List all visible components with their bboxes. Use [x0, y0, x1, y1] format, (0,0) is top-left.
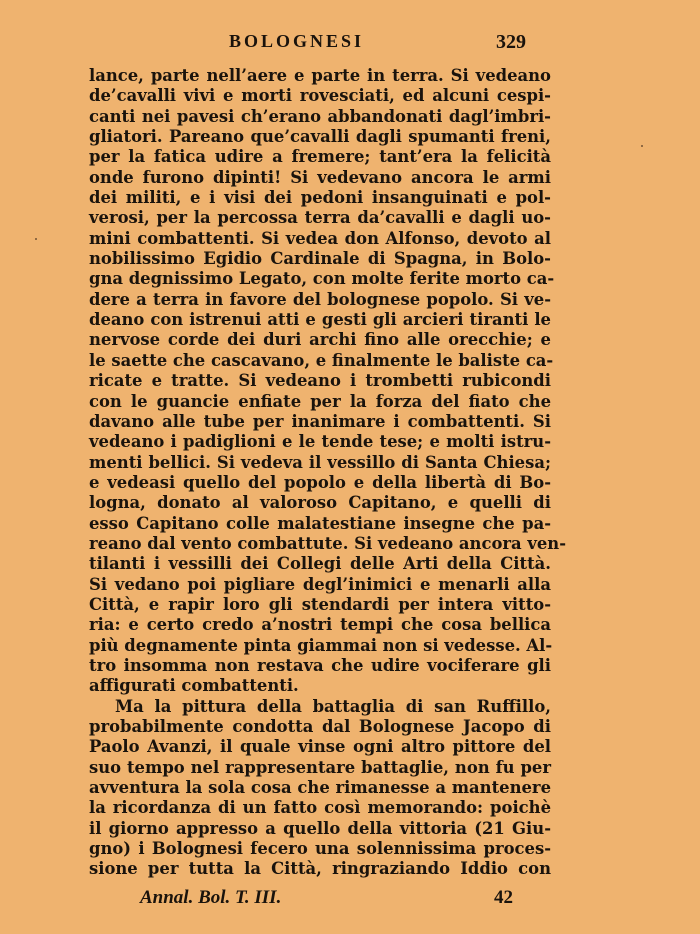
text-line: verosi, per la percossa terra da’cavalli e dagli uo- [89, 208, 551, 228]
text-line: vedeano i padiglioni e le tende tese; e molti istru- [89, 432, 551, 452]
text-line: Città, e rapir loro gli stendardi per intera vitto- [89, 594, 551, 614]
text-line: probabilmente condotta dal Bolognese Jacopo di [89, 717, 551, 736]
text-line: e vedeasi quello del popolo e della libertà di Bo- [89, 472, 551, 492]
page-number: 329 [496, 31, 526, 53]
body-text [89, 66, 567, 880]
text-line: le saette che cascavano, e finalmente le baliste ca- [89, 350, 554, 370]
text-line: tilanti i vessilli dei Collegi delle Arti della Città. [89, 554, 551, 574]
text-line: suo tempo nel rappresentare battaglie, non fu per [89, 757, 551, 777]
text-line: nobilissimo Egidio Cardinale di Spagna, in Bolo- [89, 249, 551, 269]
text-line: gna degnissimo Legato, con molte ferite morto ca- [89, 269, 555, 289]
paragraph-1 [89, 66, 567, 697]
text-line: Paolo Avanzi, il quale vinse ogni altro pittore del [89, 737, 551, 757]
text-line: esso Capitano colle malatestiane insegne che pa- [89, 513, 551, 533]
text-line: con le guancie enfiate per la forza del fiato che [89, 391, 551, 411]
text-line: de’cavalli vivi e morti rovesciati, ed alcuni cespi- [89, 86, 551, 106]
text-line: nervose corde dei duri archi fino alle orecchie; e [89, 330, 551, 350]
text-line: logna, donato al valoroso Capitano, e quelli di [89, 493, 551, 513]
text-line: tro insomma non restava che udire vociferare gli [89, 655, 551, 675]
text-line: reano dal vento combattute. Si vedeano ancora ven- [89, 533, 567, 553]
paper-speck [641, 145, 643, 147]
text-line: la ricordanza di un fatto così memorando: poichè [89, 798, 551, 818]
text-line: lance, parte nell’aere e parte in terra. Si vedeano [89, 66, 551, 85]
text-line: avventura la sola cosa che rimanesse a mantenere [89, 778, 551, 798]
text-line: per la fatica udire a fremere; tant’era la felicità [89, 147, 551, 167]
text-line: il giorno appresso a quello della vittoria (21 Giu- [89, 818, 551, 838]
text-line: menti bellici. Si vedeva il vessillo di Santa Chiesa; [89, 452, 551, 472]
paragraph-2 [89, 697, 551, 880]
text-line: Ma la pittura della battaglia di san Ruffillo, [115, 696, 551, 716]
footer-signature-number: 42 [494, 887, 513, 908]
text-line: mini combattenti. Si vedea don Alfonso, devoto al [89, 228, 551, 248]
text-line: Si vedano poi pigliare degl’inimici e menarli alla [89, 574, 551, 594]
text-line: gno) i Bolognesi fecero una solennissima proces- [89, 839, 551, 859]
text-line: ricate e tratte. Si vedeano i trombetti rubicondi [89, 371, 551, 391]
text-line: sione per tutta la Città, ringraziando Iddio con [89, 859, 551, 879]
text-line: dei militi, e i visi dei pedoni insanguinati e pol- [89, 188, 551, 208]
paper-speck [35, 238, 37, 240]
text-line: gliatori. Pareano que’cavalli dagli spumanti freni, [89, 127, 551, 147]
text-line: ria: e certo credo a’nostri tempi che cosa bellica [89, 615, 551, 635]
text-line: affigurati combattenti. [89, 676, 299, 696]
running-title: BOLOGNESI [229, 31, 365, 51]
text-line: più degnamente pinta giammai non si vedesse. Al- [89, 635, 553, 655]
text-line: canti nei pavesi ch’erano abbandonati dagl’imbri- [89, 106, 551, 126]
text-line: deano con istrenui atti e gesti gli arcieri tiranti le [89, 310, 551, 330]
text-line: onde furono dipinti! Si vedevano ancora le armi [89, 167, 551, 187]
text-line: dere a terra in favore del bolognese popolo. Si ve- [89, 289, 551, 309]
text-line: davano alle tube per inanimare i combattenti. Si [89, 411, 551, 431]
footer-signature: Annal. Bol. T. III. [140, 887, 282, 908]
